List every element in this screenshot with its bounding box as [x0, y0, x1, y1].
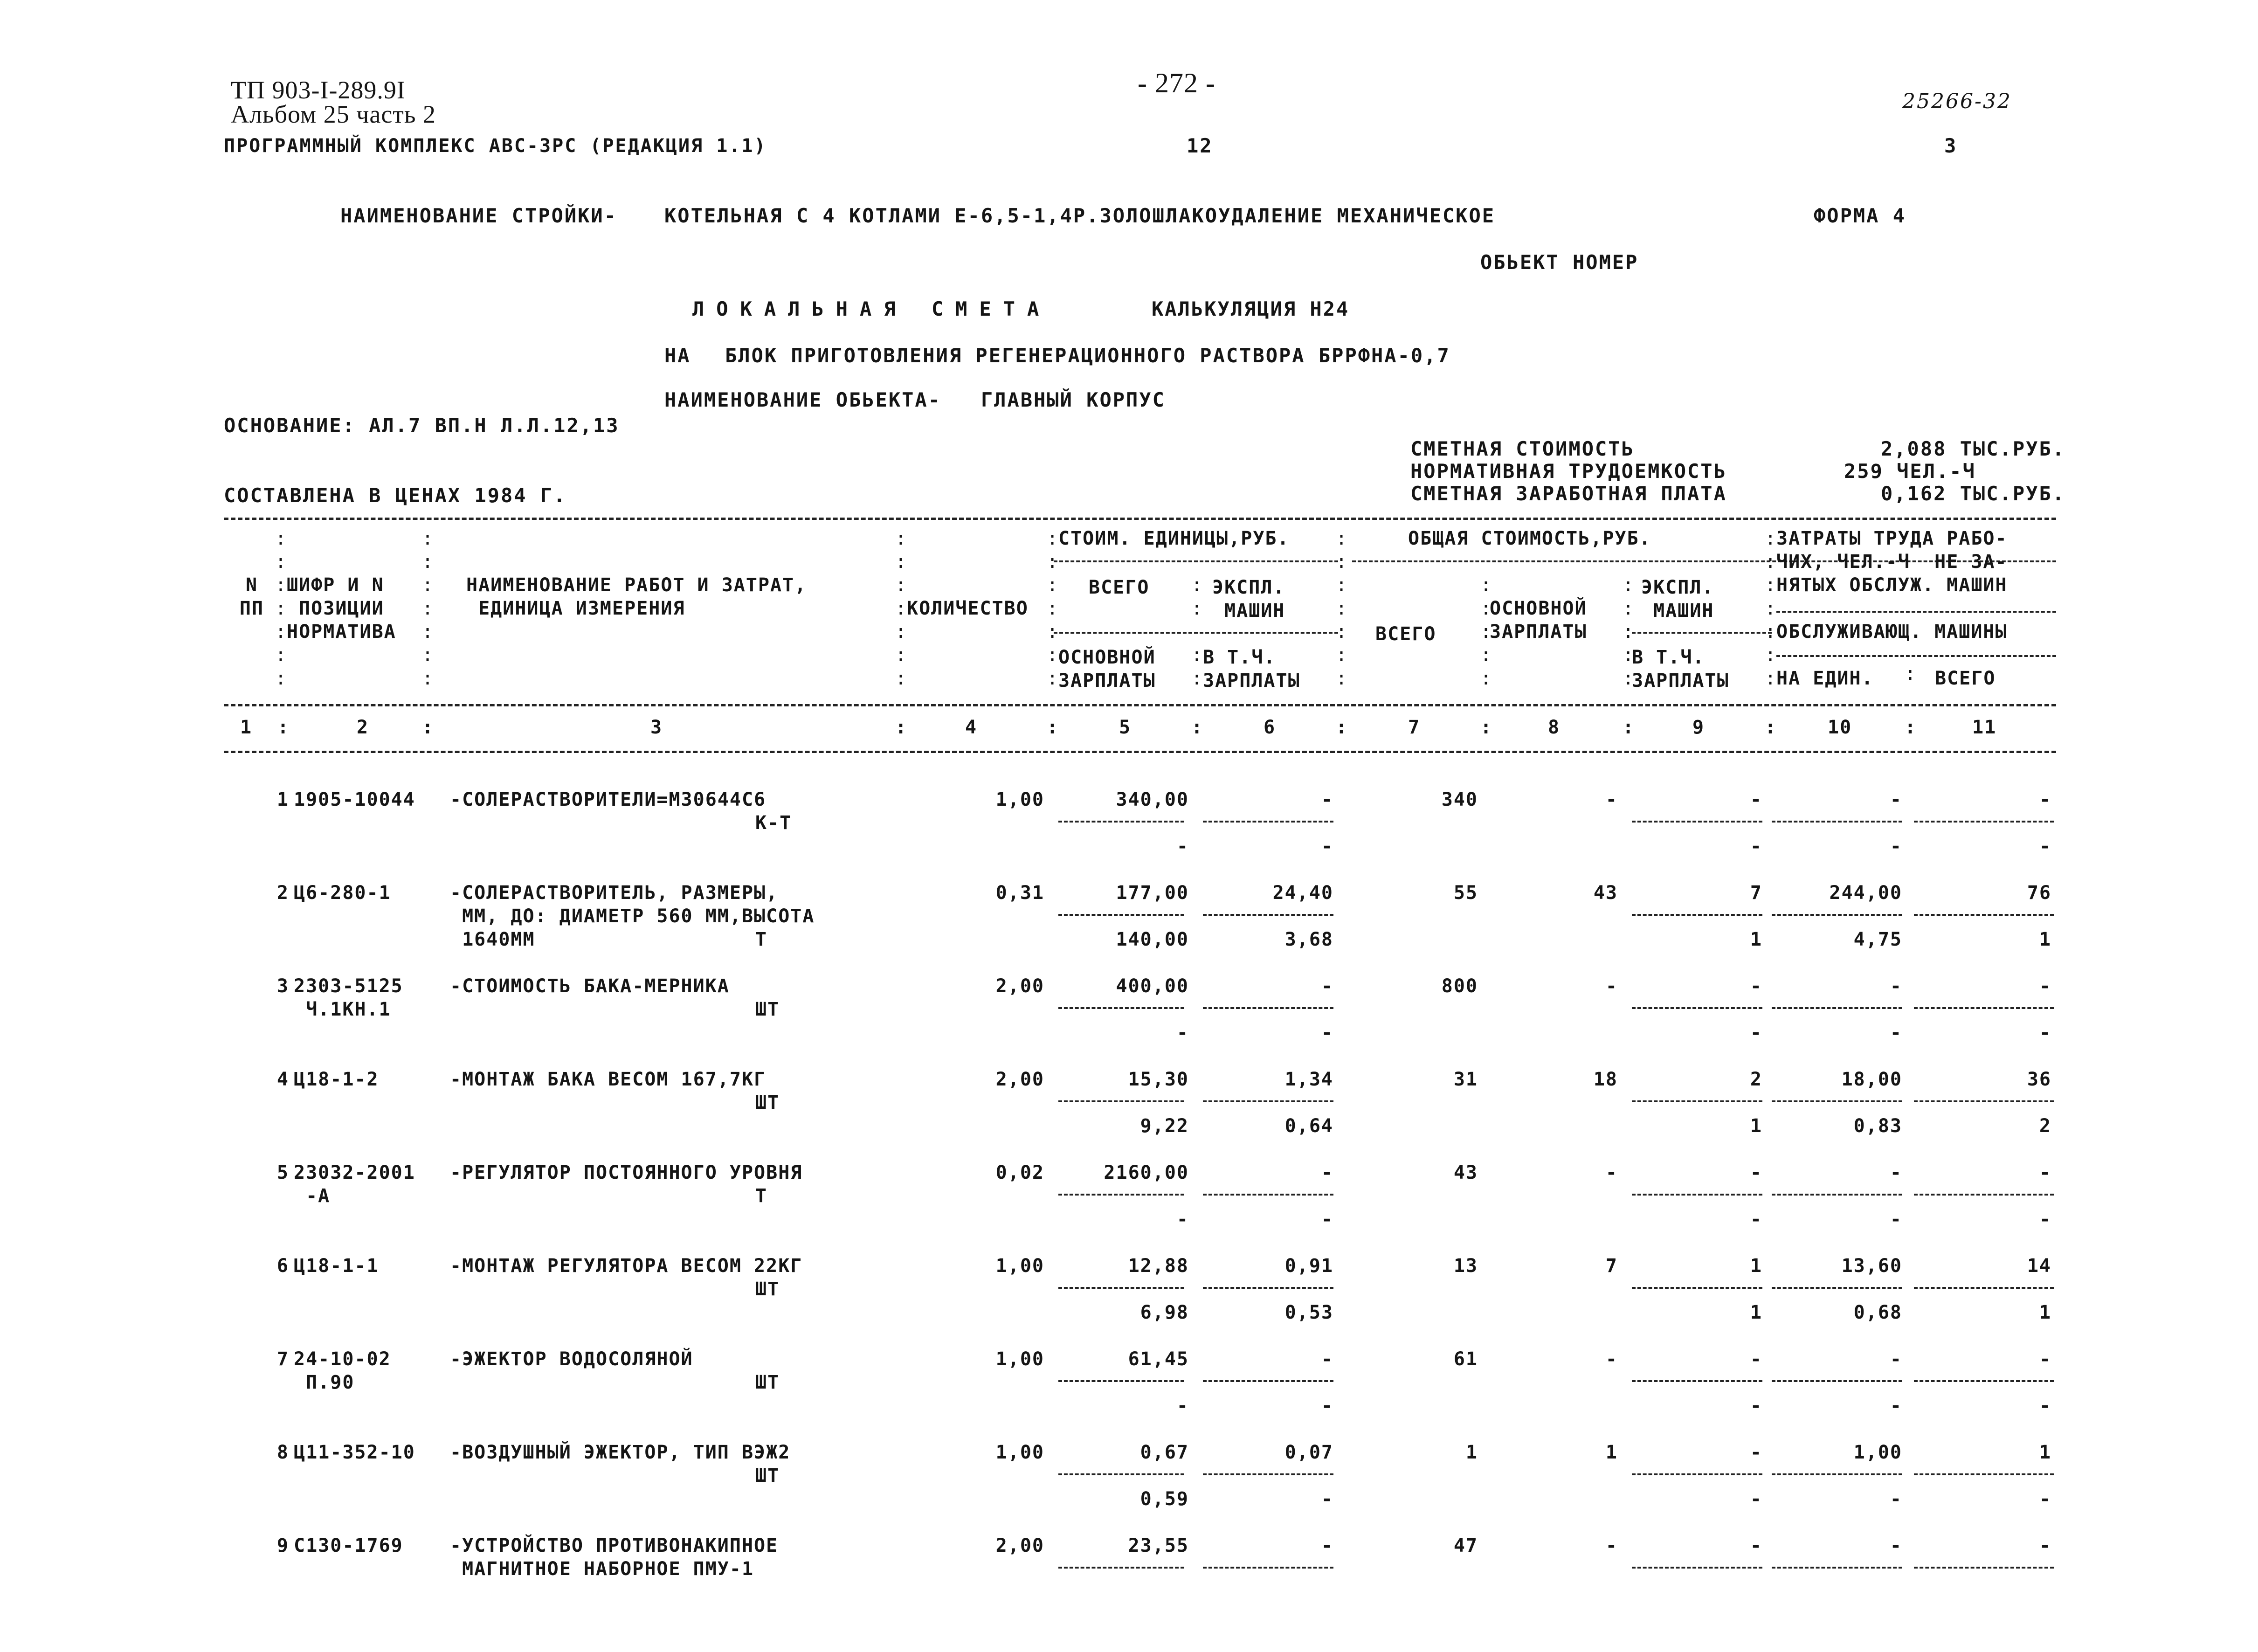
col-number: 11: [1972, 717, 1997, 738]
row-labor-unit-2: -: [1890, 1022, 1902, 1044]
row-unit-incl: -: [1321, 1022, 1333, 1044]
row-name: -ВОЗДУШНЫЙ ЭЖЕКТОР, ТИП ВЭЖ2: [450, 1442, 791, 1463]
row-labor-total-2: 2: [2039, 1115, 2051, 1137]
row-code: Ц18-1-1: [294, 1255, 379, 1277]
col-sep: :: [1623, 717, 1635, 738]
row-total-mach: -: [1750, 1162, 1762, 1183]
col-number: 3: [650, 717, 663, 738]
cell-underline: [1632, 1473, 1762, 1475]
program-label: ПРОГРАММНЫЙ КОМПЛЕКС АВС-3РС (РЕДАКЦИЯ 1.1): [224, 135, 767, 157]
col-number: 10: [1828, 717, 1852, 738]
col-header-labor-total: ВСЕГО: [1935, 668, 1996, 689]
col-sep: :: [1480, 717, 1493, 738]
cell-underline: [1203, 914, 1333, 916]
cell-underline: [1772, 914, 1902, 916]
col-number: 6: [1264, 717, 1276, 738]
row-total-wage: -: [1605, 789, 1618, 810]
labor-rule-2: [1776, 655, 2056, 657]
col-header-code: ШИФР И N ПОЗИЦИИ НОРМАТИВА: [287, 574, 396, 643]
row-total-incl: 1: [1750, 929, 1762, 950]
row-total-wage: -: [1605, 1162, 1618, 1183]
row-labor-unit-2: 0,68: [1853, 1302, 1902, 1323]
row-unit-incl: -: [1321, 1395, 1333, 1417]
row-total-all: 13: [1453, 1255, 1478, 1277]
row-number: 7: [276, 1348, 289, 1370]
row-code: Ц11-352-10: [294, 1442, 415, 1463]
col-sep: :: [1047, 717, 1059, 738]
cell-underline: [1058, 1287, 1184, 1289]
row-code: 2303-5125 Ч.1КН.1: [294, 975, 403, 1020]
row-qty: 2,00: [995, 1535, 1044, 1556]
row-number: 4: [276, 1069, 289, 1090]
row-labor-unit-2: 0,83: [1853, 1115, 1902, 1137]
col-header-labor: ЗАТРАТЫ ТРУДА РАБО- ЧИХ, ЧЕЛ.-Ч НЕ ЗА- НЯТЫХ ОБСЛУЖ. МАШИН: [1776, 528, 2008, 596]
row-total-all: 800: [1441, 975, 1478, 997]
form-label: ФОРМА 4: [1814, 204, 1906, 227]
row-labor-total: 76: [2027, 882, 2051, 904]
col-sep: : : : :: [1191, 574, 1204, 689]
col-sep: :: [277, 717, 290, 738]
summary-value: 259 ЧЕЛ.-Ч: [1844, 460, 1976, 483]
row-total-incl: -: [1750, 1209, 1762, 1230]
row-total-wage: -: [1605, 1535, 1618, 1556]
row-number: 9: [276, 1535, 289, 1556]
row-name: -ЭЖЕКТОР ВОДОСОЛЯНОЙ: [450, 1348, 693, 1370]
construction-label: НАИМЕНОВАНИЕ СТРОЙКИ-: [340, 204, 618, 227]
row-qty: 2,00: [995, 1069, 1044, 1090]
col-number: 2: [357, 717, 369, 738]
col-header-unit-wage: ОСНОВНОЙ ЗАРПЛАТЫ: [1058, 647, 1156, 691]
row-unit-incl: 0,53: [1284, 1302, 1333, 1323]
cell-underline: [1632, 821, 1762, 823]
row-total-mach: -: [1750, 789, 1762, 810]
row-total-all: 31: [1453, 1069, 1478, 1090]
row-unit-wage: 9,22: [1140, 1115, 1189, 1137]
row-labor-unit: -: [1890, 1535, 1902, 1556]
on-value: БЛОК ПРИГОТОВЛЕНИЯ РЕГЕНЕРАЦИОННОГО РАСТВОРА БРРФНА-0,7: [725, 344, 1450, 367]
col-number: 9: [1692, 717, 1705, 738]
row-total-incl: -: [1750, 1488, 1762, 1510]
cell-underline: [1203, 1380, 1333, 1382]
row-qty: 1,00: [995, 1255, 1044, 1277]
construction-value: КОТЕЛЬНАЯ С 4 КОТЛАМИ Е-6,5-1,4Р.ЗОЛОШЛАКОУДАЛЕНИЕ МЕХАНИЧЕСКОЕ: [664, 204, 1496, 227]
col-sep: : : : : : : :: [1336, 528, 1348, 689]
row-labor-total: 14: [2027, 1255, 2051, 1277]
row-labor-total-2: -: [2039, 1488, 2051, 1510]
row-qty: 1,00: [995, 789, 1044, 810]
row-labor-total-2: -: [2039, 1022, 2051, 1044]
row-unit: ШТ: [755, 999, 780, 1020]
prices-basis: СОСТАВЛЕНА В ЦЕНАХ 1984 Г.: [224, 484, 567, 507]
summary-label: НОРМАТИВНАЯ ТРУДОЕМКОСТЬ: [1410, 460, 1727, 483]
cell-underline: [1632, 1007, 1762, 1009]
summary-label: СМЕТНАЯ СТОИМОСТЬ: [1410, 437, 1635, 460]
row-total-wage: 18: [1593, 1069, 1618, 1090]
col-sep: : : : : :: [1480, 574, 1493, 689]
cell-underline: [1632, 1380, 1762, 1382]
col-sep: : : : : : : :: [895, 528, 908, 689]
row-total-mach: -: [1750, 1442, 1762, 1463]
cell-underline: [1772, 1380, 1902, 1382]
row-labor-total: -: [2039, 1348, 2051, 1370]
row-unit-total: 177,00: [1116, 882, 1189, 904]
on-label: НА: [664, 344, 691, 367]
row-name: -СОЛЕРАСТВОРИТЕЛЬ, РАЗМЕРЫ, МM, ДО: ДИАМЕТР 560 ММ,ВЫСОТА 1640ММ: [450, 882, 815, 950]
cell-underline: [1058, 1567, 1184, 1569]
col-sep: :: [895, 717, 908, 738]
col-sep: : : : : : : :: [1765, 528, 1777, 689]
row-total-mach: 2: [1750, 1069, 1762, 1090]
cell-underline: [1914, 1007, 2054, 1009]
row-unit-mach: 1,34: [1284, 1069, 1333, 1090]
row-labor-unit: -: [1890, 789, 1902, 810]
cell-underline: [1203, 1567, 1333, 1569]
row-total-wage: 1: [1605, 1442, 1618, 1463]
col-sep: :: [1765, 717, 1777, 738]
cell-underline: [1772, 1567, 1902, 1569]
cell-underline: [1203, 1194, 1333, 1196]
row-unit-total: 2160,00: [1104, 1162, 1189, 1183]
col-header-labor-unit: НА ЕДИН.: [1776, 668, 1874, 689]
cell-underline: [1914, 1100, 2054, 1102]
cell-underline: [1914, 1194, 2054, 1196]
row-labor-unit: 244,00: [1829, 882, 1902, 904]
col-header-total-mach: ЭКСПЛ. МАШИН: [1641, 577, 1714, 622]
row-unit-mach: -: [1321, 1348, 1333, 1370]
row-total-all: 61: [1453, 1348, 1478, 1370]
row-total-incl: -: [1750, 1022, 1762, 1044]
col-sep: :: [1905, 717, 1917, 738]
summary-label: СМЕТНАЯ ЗАРАБОТНАЯ ПЛАТА: [1410, 482, 1727, 505]
right-number: 3: [1944, 134, 1958, 157]
row-code: С130-1769: [294, 1535, 403, 1556]
row-code: 23032-2001 -А: [294, 1162, 415, 1207]
row-unit-incl: 0,64: [1284, 1115, 1333, 1137]
summary-value: 0,162 ТЫС.РУБ.: [1880, 482, 2065, 505]
row-unit-mach: -: [1321, 975, 1333, 997]
cell-underline: [1632, 1287, 1762, 1289]
row-total-mach: -: [1750, 1348, 1762, 1370]
row-total-wage: -: [1605, 1348, 1618, 1370]
row-labor-unit: 1,00: [1853, 1442, 1902, 1463]
col-number: 4: [965, 717, 978, 738]
col-header-unit-cost: СТОИМ. ЕДИНИЦЫ,РУБ.: [1058, 528, 1290, 549]
cell-underline: [1632, 1100, 1762, 1102]
row-code: 1905-10044: [294, 789, 415, 810]
row-unit: Т: [755, 1185, 768, 1207]
row-unit-total: 61,45: [1128, 1348, 1189, 1370]
cell-underline: [1914, 1567, 2054, 1569]
cell-underline: [1632, 914, 1762, 916]
row-unit: Т: [755, 929, 768, 950]
cell-underline: [1914, 1287, 2054, 1289]
col-header-labor-serv: ОБСЛУЖИВАЮЩ. МАШИНЫ: [1776, 621, 2008, 643]
row-total-incl: -: [1750, 836, 1762, 857]
row-labor-total: 36: [2027, 1069, 2051, 1090]
cell-underline: [1058, 1380, 1184, 1382]
row-unit-total: 400,00: [1116, 975, 1189, 997]
cell-underline: [1203, 1007, 1333, 1009]
cell-underline: [1203, 1287, 1333, 1289]
col-header-n: N ПП: [239, 574, 264, 619]
cell-underline: [1914, 821, 2054, 823]
col-number: 8: [1548, 717, 1561, 738]
cell-underline: [1772, 1473, 1902, 1475]
basis: ОСНОВАНИЕ: АЛ.7 ВП.Н Л.Л.12,13: [224, 414, 620, 437]
row-name: -МОНТАЖ РЕГУЛЯТОРА ВЕСОМ 22КГ: [450, 1255, 803, 1277]
row-number: 8: [276, 1442, 289, 1463]
row-unit-incl: -: [1321, 1209, 1333, 1230]
row-labor-total: -: [2039, 789, 2051, 810]
row-unit-mach: 24,40: [1272, 882, 1333, 904]
calc-label: КАЛЬКУЛЯЦИЯ Н24: [1152, 297, 1350, 320]
col-header-unit-incl: В Т.Ч. ЗАРПЛАТЫ: [1203, 647, 1300, 691]
row-labor-unit-2: -: [1890, 836, 1902, 857]
object-name: НАИМЕНОВАНИЕ ОБЬЕКТА- ГЛАВНЫЙ КОРПУС: [664, 388, 1166, 411]
row-name: -МОНТАЖ БАКА ВЕСОМ 167,7КГ: [450, 1069, 766, 1090]
row-labor-total: -: [2039, 1162, 2051, 1183]
col-number: 1: [240, 717, 253, 738]
col-header-unit-total: ВСЕГО: [1089, 577, 1150, 598]
row-name: -СОЛЕРАСТВОРИТЕЛИ=М30644С6: [450, 789, 766, 810]
row-qty: 0,31: [995, 882, 1044, 904]
row-total-all: 1: [1465, 1442, 1478, 1463]
col-number: 5: [1119, 717, 1132, 738]
col-header-total-all: ВСЕГО: [1375, 623, 1436, 645]
row-name: -РЕГУЛЯТОР ПОСТОЯННОГО УРОВНЯ: [450, 1162, 803, 1183]
row-unit: ШТ: [755, 1372, 780, 1393]
row-labor-unit: 13,60: [1841, 1255, 1902, 1277]
row-unit-mach: -: [1321, 789, 1333, 810]
row-total-incl: 1: [1750, 1302, 1762, 1323]
header-bottom-rule: [224, 704, 2056, 706]
row-unit-mach: -: [1321, 1535, 1333, 1556]
cell-underline: [1914, 1380, 2054, 1382]
col-sep: : : : : : : :: [1047, 528, 1059, 689]
col-header-total-cost: ОБЩАЯ СТОИМОСТЬ,РУБ.: [1408, 528, 1651, 549]
row-number: 3: [276, 975, 289, 997]
row-unit-total: 23,55: [1128, 1535, 1189, 1556]
col-sep: :: [422, 717, 435, 738]
row-number: 5: [276, 1162, 289, 1183]
row-unit-incl: -: [1321, 836, 1333, 857]
total-mach-rule: [1632, 632, 1772, 634]
row-total-incl: -: [1750, 1395, 1762, 1417]
cell-underline: [1914, 1473, 2054, 1475]
row-labor-total-2: 1: [2039, 1302, 2051, 1323]
cell-underline: [1058, 1473, 1184, 1475]
row-labor-unit-2: 4,75: [1853, 929, 1902, 950]
row-unit-incl: 3,68: [1284, 929, 1333, 950]
unit-cost-rule: [1054, 560, 1338, 562]
row-unit-mach: 0,07: [1284, 1442, 1333, 1463]
row-total-all: 55: [1453, 882, 1478, 904]
cell-underline: [1058, 914, 1184, 916]
col-sep: : : : : : : :: [275, 528, 288, 689]
row-name: -УСТРОЙСТВО ПРОТИВОНАКИПНОЕ МАГНИТНОЕ НАБОРНОЕ ПМУ-1: [450, 1535, 779, 1580]
row-qty: 1,00: [995, 1348, 1044, 1370]
row-qty: 2,00: [995, 975, 1044, 997]
row-name: -СТОИМОСТЬ БАКА-МЕРНИКА: [450, 975, 730, 997]
row-total-mach: -: [1750, 975, 1762, 997]
row-labor-total: -: [2039, 1535, 2051, 1556]
row-labor-total: 1: [2039, 1442, 2051, 1463]
row-total-all: 43: [1453, 1162, 1478, 1183]
cell-underline: [1058, 821, 1184, 823]
cell-underline: [1058, 1194, 1184, 1196]
labor-rule: [1776, 611, 2056, 613]
row-unit: ШТ: [755, 1465, 780, 1486]
row-code: Ц6-280-1: [294, 882, 391, 904]
doc-code: ТП 903-I-289.9I: [231, 76, 406, 104]
cell-underline: [1772, 1100, 1902, 1102]
col-header-total-wage: ОСНОВНОЙ ЗАРПЛАТЫ: [1490, 598, 1587, 643]
cell-underline: [1772, 1007, 1902, 1009]
cell-underline: [1632, 1194, 1762, 1196]
row-unit-wage: 140,00: [1116, 929, 1189, 950]
cell-underline: [1772, 1287, 1902, 1289]
row-labor-unit-2: -: [1890, 1488, 1902, 1510]
cell-underline: [1632, 1567, 1762, 1569]
row-qty: 1,00: [995, 1442, 1044, 1463]
col-sep: : : : : : : :: [422, 528, 435, 689]
page-number: - 272 -: [1138, 68, 1215, 98]
row-unit-mach: 0,91: [1284, 1255, 1333, 1277]
summary-value: 2,088 ТЫС.РУБ.: [1880, 437, 2065, 460]
col-header-unit-mach: ЭКСПЛ. МАШИН: [1212, 577, 1285, 622]
row-labor-total-2: -: [2039, 1209, 2051, 1230]
album-label: Альбом 25 часть 2: [231, 100, 436, 128]
row-labor-total-2: -: [2039, 836, 2051, 857]
row-total-wage: 43: [1593, 882, 1618, 904]
row-unit-wage: 6,98: [1140, 1302, 1189, 1323]
col-sep: :: [1905, 663, 1917, 684]
col-sep: : : : : :: [1623, 574, 1635, 689]
row-unit-wage: -: [1176, 836, 1189, 857]
object-number: ОБЬЕКТ НОМЕР: [1480, 251, 1639, 274]
cell-underline: [1203, 1100, 1333, 1102]
col-header-qty: КОЛИЧЕСТВО: [907, 598, 1029, 619]
row-total-all: 47: [1453, 1535, 1478, 1556]
row-unit-wage: -: [1176, 1209, 1189, 1230]
col-sep: :: [1191, 717, 1204, 738]
row-code: Ц18-1-2: [294, 1069, 379, 1090]
row-unit-incl: -: [1321, 1488, 1333, 1510]
row-number: 1: [276, 789, 289, 810]
row-total-wage: -: [1605, 975, 1618, 997]
row-number: 6: [276, 1255, 289, 1277]
cell-underline: [1772, 1194, 1902, 1196]
row-total-wage: 7: [1605, 1255, 1618, 1277]
row-unit-mach: -: [1321, 1162, 1333, 1183]
row-unit: К-Т: [755, 812, 792, 834]
row-unit-total: 0,67: [1140, 1442, 1189, 1463]
row-number: 2: [276, 882, 289, 904]
row-unit: ШТ: [755, 1092, 780, 1113]
row-unit-total: 15,30: [1128, 1069, 1189, 1090]
row-total-mach: -: [1750, 1535, 1762, 1556]
col-header-name: НАИМЕНОВАНИЕ РАБОТ И ЗАТРАТ, ЕДИНИЦА ИЗМЕРЕНИЯ: [466, 574, 807, 619]
row-total-mach: 1: [1750, 1255, 1762, 1277]
row-code: 24-10-02 П.90: [294, 1348, 391, 1393]
col-header-total-incl: В Т.Ч. ЗАРПЛАТЫ: [1632, 647, 1729, 691]
cell-underline: [1058, 1007, 1184, 1009]
row-unit-total: 12,88: [1128, 1255, 1189, 1277]
row-labor-unit-2: -: [1890, 1395, 1902, 1417]
estimate-title: ЛОКАЛЬНАЯ СМЕТА: [692, 297, 1051, 320]
row-labor-total-2: 1: [2039, 929, 2051, 950]
row-unit-wage: -: [1176, 1395, 1189, 1417]
numbers-bottom-rule: [224, 751, 2056, 753]
row-unit-wage: 0,59: [1140, 1488, 1189, 1510]
cell-underline: [1772, 821, 1902, 823]
row-qty: 0,02: [995, 1162, 1044, 1183]
row-labor-total-2: -: [2039, 1395, 2051, 1417]
cell-underline: [1058, 1100, 1184, 1102]
col-number: 7: [1408, 717, 1421, 738]
row-labor-unit: -: [1890, 1348, 1902, 1370]
col-sep: :: [1336, 717, 1348, 738]
row-unit-total: 340,00: [1116, 789, 1189, 810]
cell-underline: [1203, 821, 1333, 823]
cell-underline: [1203, 1473, 1333, 1475]
cell-underline: [1914, 914, 2054, 916]
row-labor-unit: 18,00: [1841, 1069, 1902, 1090]
row-total-mach: 7: [1750, 882, 1762, 904]
row-unit: ШТ: [755, 1279, 780, 1300]
row-unit-wage: -: [1176, 1022, 1189, 1044]
row-labor-unit: -: [1890, 975, 1902, 997]
right-code: 25266-32: [1902, 90, 2012, 113]
row-labor-unit-2: -: [1890, 1209, 1902, 1230]
row-total-incl: 1: [1750, 1115, 1762, 1137]
row-labor-unit: -: [1890, 1162, 1902, 1183]
row-labor-total: -: [2039, 975, 2051, 997]
table-top-rule: [224, 518, 2056, 520]
row-total-all: 340: [1441, 789, 1478, 810]
sub-number: 12: [1187, 134, 1213, 157]
